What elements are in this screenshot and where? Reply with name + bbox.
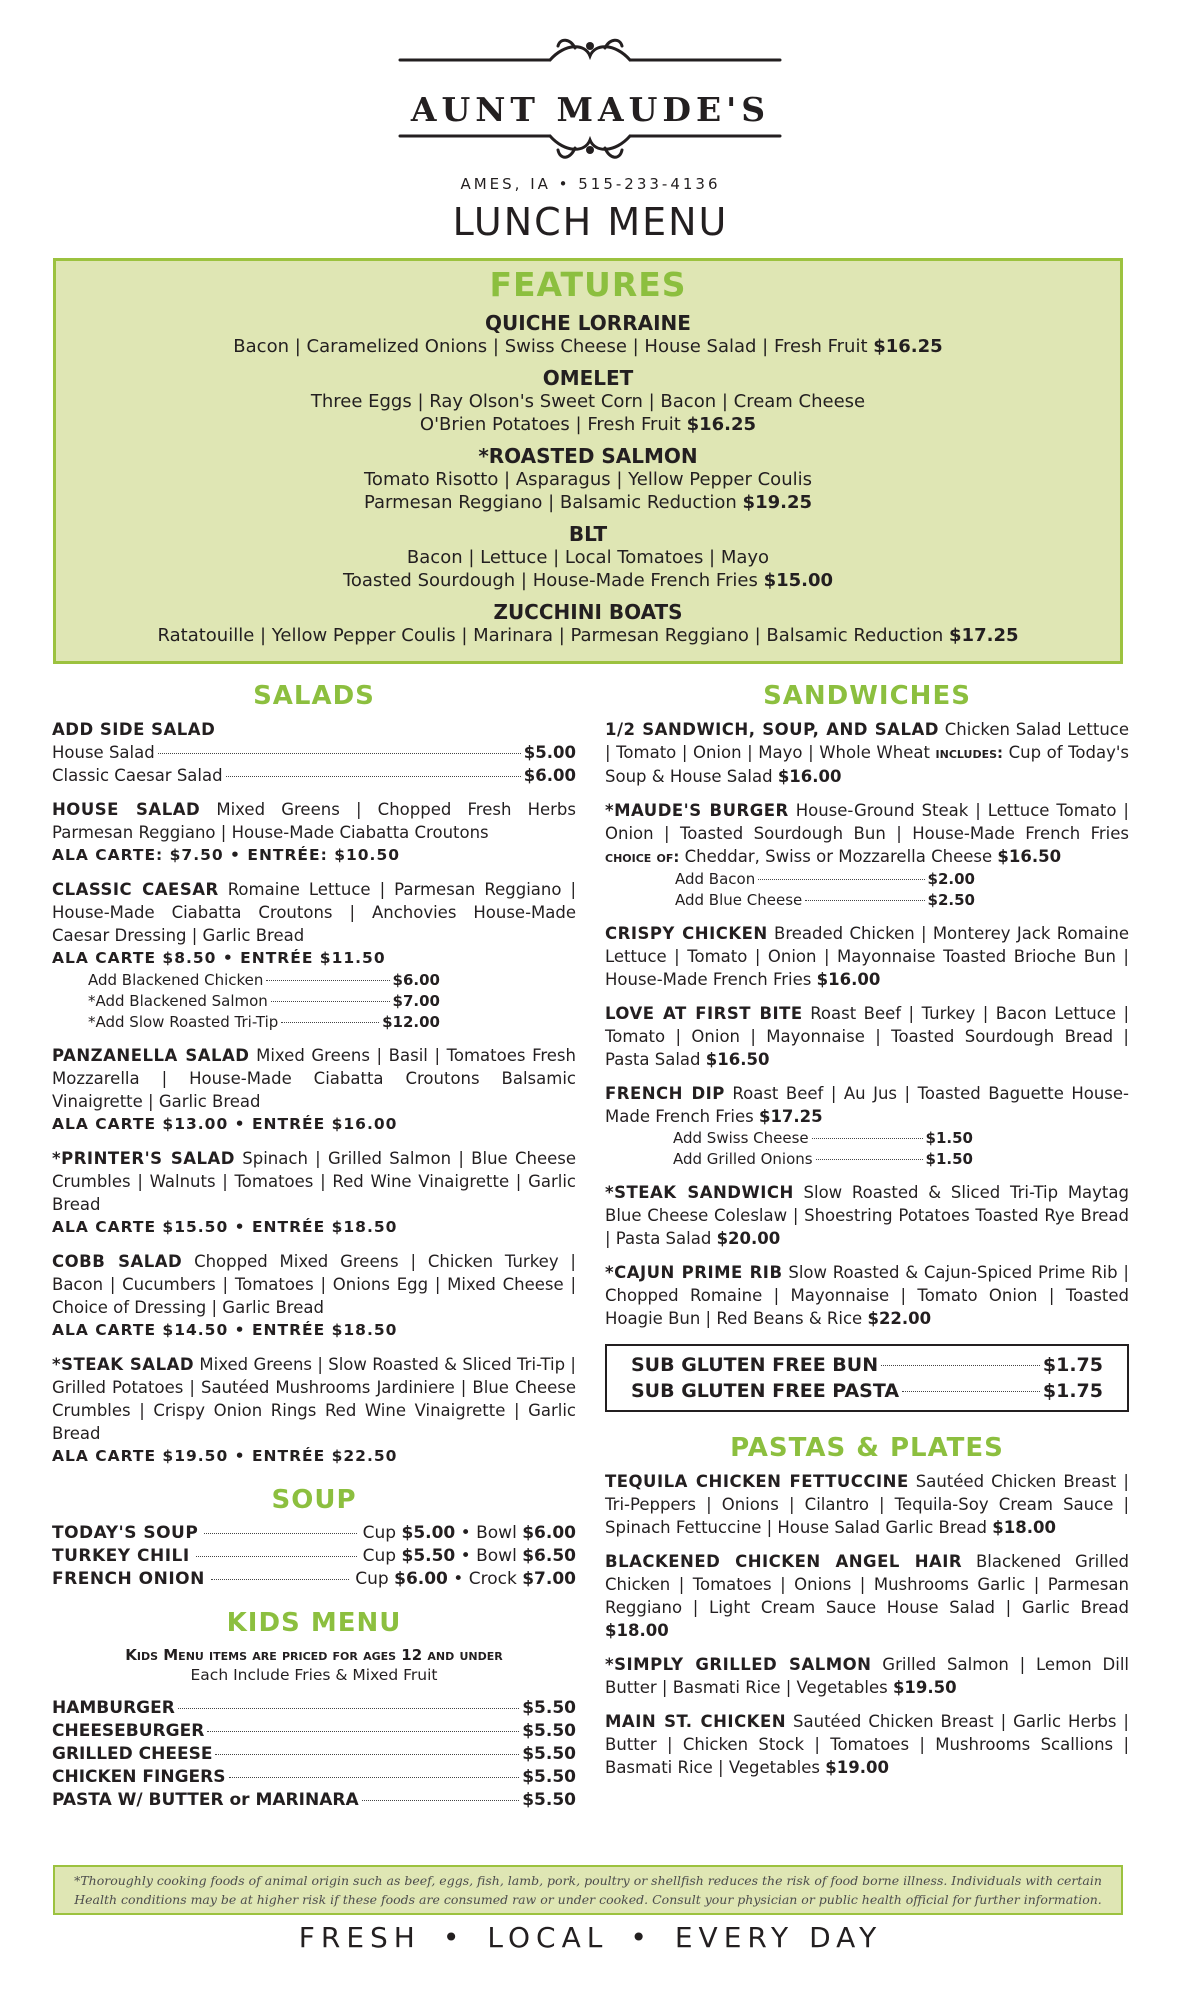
- soup-row: TURKEY CHILI Cup $5.50 • Bowl $6.50: [52, 1546, 576, 1566]
- feature-item: [56, 522, 1120, 592]
- gf-row: SUB GLUTEN FREE PASTA $1.75: [631, 1380, 1103, 1402]
- item-desc: Breaded Chicken | Monterey Jack Romaine Lettuce | Tomato | Onion | Mayonnaise Toasted Brioche Bun | House-Made French Fries: [605, 924, 1129, 989]
- menu-item: [52, 1250, 576, 1342]
- feature-desc: Bacon | Caramelized Onions | Swiss Cheese | House Salad | Fresh Fruit $16.25: [233, 336, 943, 357]
- item-name: *STEAK SALAD: [52, 1355, 195, 1374]
- addon-row: Add Blackened Chicken $6.00: [88, 971, 440, 989]
- feature-item: [56, 366, 1120, 436]
- tagline: FRESH • LOCAL • EVERY DAY: [298, 1921, 883, 1954]
- menu-item: [52, 798, 576, 867]
- right-column: [605, 678, 1129, 1790]
- item-pricing: ALA CARTE $13.00 • ENTRÉE $16.00: [52, 1115, 398, 1133]
- gluten-free-box: [605, 1344, 1129, 1412]
- menu-item: [605, 799, 1129, 911]
- feature-desc: Bacon | Lettuce | Local Tomatoes | Mayo: [406, 547, 770, 568]
- item-choice: Cheddar, Swiss or Mozzarella Cheese: [684, 847, 993, 866]
- item-price: $16.50: [997, 847, 1062, 866]
- item-price: $20.00: [716, 1229, 781, 1248]
- soup-list: [52, 1522, 576, 1591]
- item-name: HOUSE SALAD: [52, 800, 201, 819]
- item-name: BLACKENED CHICKEN ANGEL HAIR: [605, 1552, 963, 1571]
- menu-item: [605, 1002, 1129, 1071]
- kids-row: PASTA W/ BUTTER or MARINARA $5.50: [52, 1790, 576, 1810]
- item-includes: Cup of Today's Soup & House Salad: [605, 743, 1130, 786]
- feature-desc: Toasted Sourdough | House-Made French Fries $15.00: [342, 570, 834, 591]
- item-name: CRISPY CHICKEN: [605, 924, 768, 943]
- brand-name: AUNT MAUDE'S: [410, 90, 771, 129]
- item-desc: Romaine Lettuce | Parmesan Reggiano | House-Made Ciabatta Croutons | Anchovies House-Made Caesar Dressing | Garlic Bread: [52, 880, 577, 945]
- item-name: PANZANELLA SALAD: [52, 1046, 250, 1065]
- item-desc: Sautéed Chicken Breast | Tri-Peppers | Onions | Cilantro | Tequila-Soy Cream Sauce | Spinach Fettuccine | House Salad Garlic Bread: [605, 1472, 1129, 1537]
- gf-row: SUB GLUTEN FREE BUN $1.75: [631, 1354, 1103, 1376]
- item-price: $18.00: [992, 1518, 1056, 1537]
- item-desc: Grilled Salmon | Lemon Dill Butter | Basmati Rice | Vegetables: [605, 1655, 1129, 1697]
- item-desc: Roast Beef | Au Jus | Toasted Baguette House-Made French Fries: [605, 1084, 1129, 1126]
- menu-item: [605, 1261, 1129, 1330]
- feature-item: [56, 444, 1120, 514]
- menu-item: [605, 1710, 1129, 1779]
- kids-row: HAMBURGER $5.50: [52, 1698, 576, 1718]
- item-price: $17.25: [758, 1107, 823, 1126]
- item-price: $16.00: [777, 767, 842, 786]
- menu-item: [605, 1653, 1129, 1699]
- menu-item: [52, 1147, 576, 1239]
- item-desc: Roast Beef | Turkey | Bacon Lettuce | Tomato | Onion | Mayonnaise | Toasted Sourdough Bread | Pasta Salad: [605, 1004, 1130, 1069]
- item-pricing: ALA CARTE $19.50 • ENTRÉE $22.50: [52, 1447, 398, 1465]
- item-name: TEQUILA CHICKEN FETTUCCINE: [605, 1472, 909, 1491]
- feature-desc: Ratatouille | Yellow Pepper Coulis | Marinara | Parmesan Reggiano | Balsamic Reduction $17.25: [157, 625, 1019, 646]
- item-price: $19.50: [892, 1678, 957, 1697]
- addon-list: [675, 869, 975, 911]
- item-price: $16.50: [705, 1050, 770, 1069]
- item-name: ADD SIDE SALAD: [52, 720, 216, 739]
- feature-price: $16.25: [686, 414, 757, 435]
- addon-row: Add Swiss Cheese $1.50: [673, 1129, 973, 1147]
- feature-price: $19.25: [742, 492, 813, 513]
- item-name: LOVE AT FIRST BITE: [605, 1004, 803, 1023]
- feature-price: $17.25: [949, 625, 1019, 646]
- feature-name: QUICHE LORRAINE: [485, 311, 691, 335]
- menu-item: [52, 878, 576, 1033]
- addon-row: Add Bacon $2.00: [675, 870, 975, 888]
- feature-price: $15.00: [763, 570, 834, 591]
- pastas-heading: PASTAS & PLATES: [730, 1433, 1004, 1463]
- kids-row: CHEESEBURGER $5.50: [52, 1721, 576, 1741]
- side-salad-item: [52, 718, 576, 787]
- item-desc: Chopped Mixed Greens | Chicken Turkey | Bacon | Cucumbers | Tomatoes | Onions Egg | Mixed Cheese | Choice of Dressing | Garlic Bread: [52, 1252, 576, 1317]
- menu-item: [605, 1470, 1129, 1539]
- features-heading: FEATURES: [489, 265, 687, 304]
- item-desc: Blackened Grilled Chicken | Tomatoes | Onions | Mushrooms Garlic | Parmesan Reggiano | Light Cream Sauce House Salad | Garlic Bread: [605, 1552, 1130, 1617]
- kids-row: CHICKEN FINGERS $5.50: [52, 1767, 576, 1787]
- page-title: LUNCH MENU: [452, 200, 729, 244]
- feature-name: BLT: [568, 522, 608, 546]
- menu-item: [605, 1181, 1129, 1250]
- feature-name: ZUCCHINI BOATS: [493, 600, 683, 624]
- addon-row: *Add Slow Roasted Tri-Tip $12.00: [88, 1013, 440, 1031]
- item-price: $16.00: [816, 970, 881, 989]
- feature-price: $16.25: [873, 336, 943, 357]
- feature-name: *ROASTED SALMON: [478, 444, 698, 468]
- health-disclaimer: *Thoroughly cooking foods of animal origin such as beef, eggs, fish, lamb, pork, poultry or shellfish reduces the risk of food borne illness. Individuals with certain Health conditions may be at higher risk if these foods are consumed raw or under cooked. Consult your physician or public health official for further information.: [53, 1865, 1123, 1915]
- address-phone: AMES, IA • 515-233-4136: [460, 175, 721, 193]
- features-box: [53, 258, 1123, 664]
- item-desc: Slow Roasted & Cajun-Spiced Prime Rib | Chopped Romaine | Mayonnaise | Tomato Onion | Toasted Hoagie Bun | Red Beans & Rice: [605, 1263, 1129, 1328]
- salads-heading: SALADS: [253, 681, 375, 711]
- logo: [0, 38, 1181, 178]
- item-pricing: ALA CARTE $14.50 • ENTRÉE $18.50: [52, 1321, 398, 1339]
- item-name: *PRINTER'S SALAD: [52, 1149, 235, 1168]
- addon-list: [88, 970, 440, 1033]
- feature-name: OMELET: [542, 366, 634, 390]
- left-column: [52, 678, 576, 1812]
- menu-item: [605, 718, 1129, 788]
- kids-row: GRILLED CHEESE $5.50: [52, 1744, 576, 1764]
- sandwiches-heading: SANDWICHES: [763, 681, 971, 711]
- item-name: CLASSIC CAESAR: [52, 880, 219, 899]
- item-pricing: ALA CARTE $8.50 • ENTRÉE $11.50: [52, 949, 386, 967]
- feature-item: [56, 600, 1120, 647]
- item-price: $22.00: [867, 1309, 932, 1328]
- kids-note: Kids Menu items are priced for ages 12 and under Each Include Fries & Mixed Fruit: [125, 1646, 503, 1684]
- item-name: *SIMPLY GRILLED SALMON: [605, 1655, 872, 1674]
- features-list: [56, 311, 1120, 655]
- menu-item: [52, 1353, 576, 1468]
- item-name: *CAJUN PRIME RIB: [605, 1263, 783, 1282]
- addon-row: *Add Blackened Salmon $7.00: [88, 992, 440, 1010]
- includes-label: includes:: [935, 744, 1004, 762]
- item-price: $18.00: [605, 1621, 669, 1640]
- item-name: *MAUDE'S BURGER: [605, 801, 789, 820]
- item-desc: Chicken Salad Lettuce | Tomato | Onion | Mayo | Whole Wheat: [605, 720, 1129, 762]
- price-row: House Salad $5.00: [52, 743, 576, 762]
- feature-item: [56, 311, 1120, 358]
- menu-item: [52, 1044, 576, 1136]
- item-desc: Mixed Greens | Slow Roasted & Sliced Tri-Tip | Grilled Potatoes | Sautéed Mushrooms Jardiniere | Blue Cheese Crumbles | Crispy Onion Rings Red Wine Vinaigrette | Garlic Bread: [52, 1355, 576, 1443]
- item-price: $19.00: [825, 1758, 889, 1777]
- soup-row: FRENCH ONION Cup $6.00 • Crock $7.00: [52, 1569, 576, 1589]
- item-pricing: ALA CARTE: $7.50 • ENTRÉE: $10.50: [52, 846, 401, 864]
- price-row: Classic Caesar Salad $6.00: [52, 766, 576, 785]
- feature-desc: Tomato Risotto | Asparagus | Yellow Pepper Coulis: [364, 469, 812, 490]
- kids-heading: KIDS MENU: [226, 1608, 402, 1638]
- item-name: *STEAK SANDWICH: [605, 1183, 794, 1202]
- item-desc: Slow Roasted & Sliced Tri-Tip Maytag Blue Cheese Coleslaw | Shoestring Potatoes Toasted Rye Bread | Pasta Salad: [605, 1183, 1129, 1248]
- item-desc: Mixed Greens | Chopped Fresh Herbs Parmesan Reggiano | House-Made Ciabatta Croutons: [52, 800, 576, 842]
- item-desc: House-Ground Steak | Lettuce Tomato | Onion | Toasted Sourdough Bun | House-Made French Fries: [605, 801, 1129, 843]
- item-desc: Mixed Greens | Basil | Tomatoes Fresh Mozzarella | House-Made Ciabatta Croutons Balsamic Vinaigrette | Garlic Bread: [52, 1046, 576, 1111]
- kids-list: [52, 1697, 576, 1812]
- addon-list: [673, 1128, 973, 1170]
- soup-heading: SOUP: [271, 1485, 357, 1515]
- menu-item: [605, 1082, 1129, 1170]
- menu-item: [605, 1550, 1129, 1642]
- item-name: COBB SALAD: [52, 1252, 183, 1271]
- feature-desc: Parmesan Reggiano | Balsamic Reduction $19.25: [363, 492, 813, 513]
- feature-desc: Three Eggs | Ray Olson's Sweet Corn | Bacon | Cream Cheese: [310, 391, 866, 412]
- item-name: FRENCH DIP: [605, 1084, 725, 1103]
- item-name: 1/2 SANDWICH, SOUP, AND SALAD: [605, 720, 939, 739]
- addon-row: Add Blue Cheese $2.50: [675, 891, 975, 909]
- item-name: MAIN ST. CHICKEN: [605, 1712, 787, 1731]
- feature-desc: O'Brien Potatoes | Fresh Fruit $16.25: [419, 414, 757, 435]
- item-desc: Sautéed Chicken Breast | Garlic Herbs | Butter | Chicken Stock | Tomatoes | Mushrooms Scallions | Basmati Rice | Vegetables: [605, 1712, 1129, 1777]
- choice-label: choice of:: [605, 848, 680, 866]
- addon-row: Add Grilled Onions $1.50: [673, 1150, 973, 1168]
- item-pricing: ALA CARTE $15.50 • ENTRÉE $18.50: [52, 1218, 398, 1236]
- soup-row: TODAY'S SOUP Cup $5.00 • Bowl $6.00: [52, 1523, 576, 1543]
- menu-item: [605, 922, 1129, 991]
- item-desc: Spinach | Grilled Salmon | Blue Cheese Crumbles | Walnuts | Tomatoes | Red Wine Vinaigrette | Garlic Bread: [52, 1149, 577, 1214]
